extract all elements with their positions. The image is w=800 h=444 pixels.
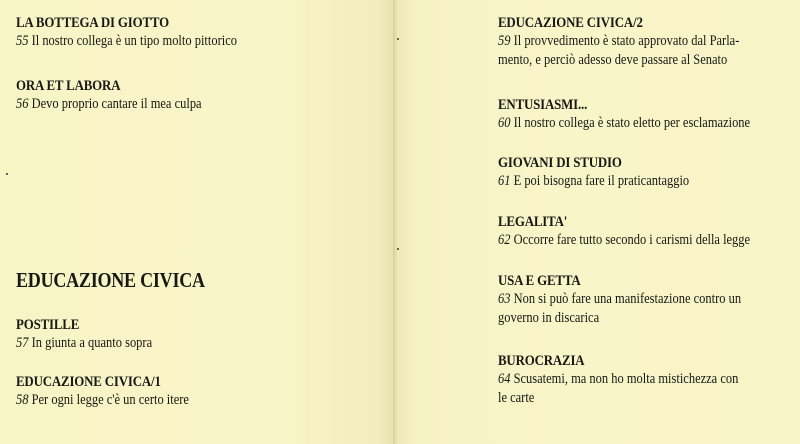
entry-heading: LEGALITA' <box>498 214 568 230</box>
print-speck <box>397 248 399 250</box>
entry-number: 60 <box>498 115 511 131</box>
entry-heading: EDUCAZIONE CIVICA/2 <box>498 15 643 31</box>
entry-number: 64 <box>498 371 511 387</box>
entry-line: Per ogni legge c'è un certo itere <box>31 392 189 408</box>
entry-number: 56 <box>16 96 29 112</box>
entry-57 <box>16 316 174 353</box>
entry-heading: EDUCAZIONE CIVICA/1 <box>16 374 161 390</box>
entry-text <box>16 95 202 114</box>
entry-line: Il nostro collega è stato eletto per esclamazione <box>513 115 751 131</box>
entry-61 <box>498 154 720 191</box>
entry-text <box>498 290 741 328</box>
entry-heading: GIOVANI DI STUDIO <box>498 155 622 171</box>
print-speck <box>397 38 399 40</box>
entry-heading: LA BOTTEGA DI GIOTTO <box>16 15 169 31</box>
entry-62 <box>498 213 791 250</box>
entry-number: 61 <box>498 173 511 189</box>
entry-line: Devo proprio cantare il mea culpa <box>31 96 202 112</box>
entry-number: 57 <box>16 335 29 351</box>
entry-60 <box>498 96 791 133</box>
entry-line: In giunta a quanto sopra <box>31 335 153 351</box>
entry-55 <box>16 14 273 51</box>
entry-text <box>498 32 739 70</box>
entry-56 <box>16 77 232 114</box>
entry-text <box>498 172 689 191</box>
entry-heading: ORA ET LABORA <box>16 78 121 94</box>
entry-text <box>16 391 189 410</box>
entry-number: 63 <box>498 291 511 307</box>
entry-number: 58 <box>16 392 29 408</box>
entry-line: Il provvedimento è stato approvato dal Parla- <box>513 33 740 49</box>
entry-text <box>16 32 237 51</box>
left-page <box>0 0 394 444</box>
entry-text <box>498 231 750 250</box>
entry-heading: BUROCRAZIA <box>498 353 585 369</box>
section-title: EDUCAZIONE CIVICA <box>16 268 205 292</box>
entry-line: mento, e perciò adesso deve passare al Senato <box>498 52 728 68</box>
entry-line: Occorre fare tutto secondo i carismi della legge <box>513 232 751 248</box>
entry-line: governo in discarica <box>498 310 600 326</box>
entry-line: Scusatemi, ma non ho molta mistichezza con <box>513 371 739 387</box>
entry-line: le carte <box>498 390 535 406</box>
entry-heading: USA E GETTA <box>498 273 581 289</box>
book-gutter <box>393 0 397 444</box>
entry-text <box>16 334 152 353</box>
right-page <box>394 0 800 444</box>
entry-heading: POSTILLE <box>16 317 80 333</box>
entry-63 <box>498 272 781 328</box>
entry-64 <box>498 352 777 408</box>
print-speck <box>6 173 8 175</box>
entry-number: 55 <box>16 33 29 49</box>
entry-line: Il nostro collega è un tipo molto pittorico <box>31 33 237 49</box>
entry-number: 59 <box>498 33 511 49</box>
entry-line: Non si può fare una manifestazione contro un <box>513 291 742 307</box>
entry-heading: ENTUSIASMI... <box>498 97 588 113</box>
entry-text <box>498 370 738 408</box>
entry-text <box>498 114 750 133</box>
entry-58 <box>16 373 217 410</box>
entry-number: 62 <box>498 232 511 248</box>
entry-59 <box>498 14 779 70</box>
entry-line: E poi bisogna fare il praticantaggio <box>513 173 690 189</box>
